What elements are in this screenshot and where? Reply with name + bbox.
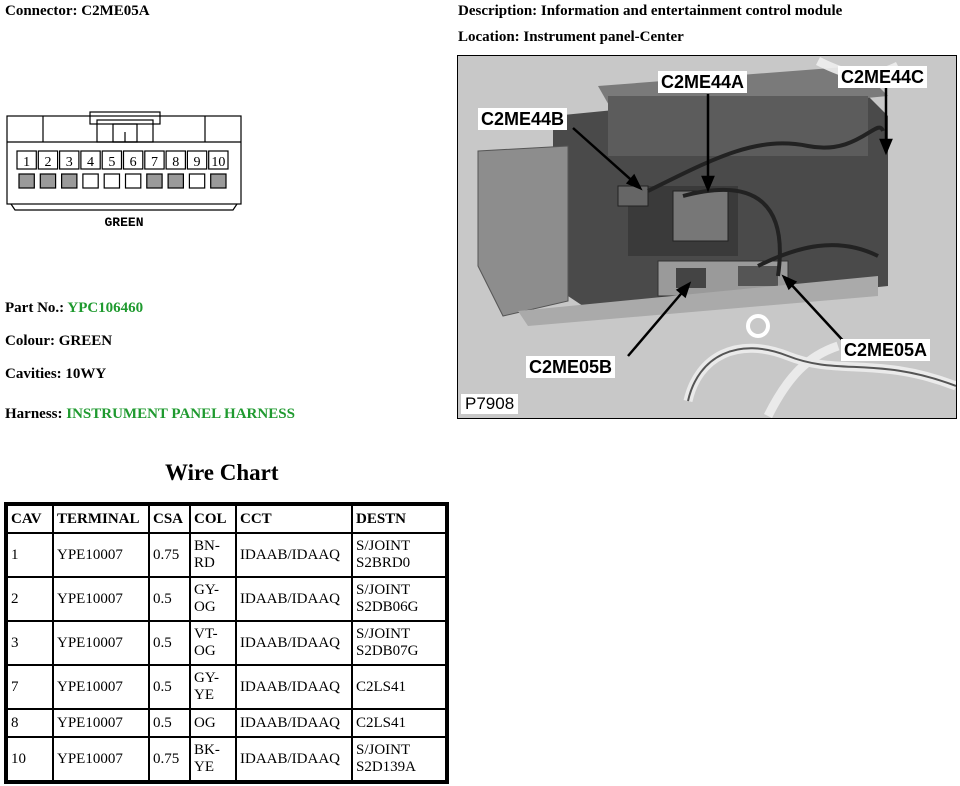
harness-value: INSTRUMENT PANEL HARNESS bbox=[66, 406, 295, 422]
description-line bbox=[458, 3, 842, 20]
connector-face-diagram bbox=[5, 110, 245, 235]
pin-number: 3 bbox=[65, 155, 73, 170]
pin-number: 6 bbox=[129, 155, 137, 170]
cell-terminal: YPE10007 bbox=[53, 737, 149, 781]
connector-line bbox=[5, 3, 150, 20]
cell-cav: 7 bbox=[7, 665, 53, 709]
cell-csa: 0.5 bbox=[149, 665, 190, 709]
destn-line-1: S/JOINT bbox=[356, 538, 411, 554]
callout-c2me05a: C2ME05A bbox=[841, 339, 930, 361]
cell-cav: 8 bbox=[7, 709, 53, 737]
description-value: Information and entertainment control module bbox=[540, 3, 843, 19]
cell-csa: 0.75 bbox=[149, 737, 190, 781]
cavity-empty bbox=[104, 174, 119, 188]
connector-label: Connector: bbox=[5, 3, 78, 19]
cell-col bbox=[190, 665, 236, 709]
cell-cct: IDAAB/IDAAQ bbox=[236, 533, 352, 577]
cell-cct: IDAAB/IDAAQ bbox=[236, 621, 352, 665]
cell-terminal: YPE10007 bbox=[53, 621, 149, 665]
pin-number: 10 bbox=[211, 155, 226, 170]
table-row bbox=[7, 533, 446, 577]
cell-destn: C2LS41 bbox=[352, 709, 446, 737]
table-row bbox=[7, 665, 446, 709]
cavity-empty bbox=[126, 174, 141, 188]
cell-csa: 0.5 bbox=[149, 577, 190, 621]
callout-c2me44b: C2ME44B bbox=[478, 108, 567, 130]
location-photo bbox=[457, 55, 957, 419]
cell-cav: 1 bbox=[7, 533, 53, 577]
destn-line-1: S/JOINT bbox=[356, 582, 411, 598]
table-row bbox=[7, 577, 446, 621]
cell-cct: IDAAB/IDAAQ bbox=[236, 737, 352, 781]
pin-number: 7 bbox=[150, 155, 158, 170]
cavity-empty bbox=[189, 174, 204, 188]
pin-number: 5 bbox=[108, 155, 116, 170]
header-col: COL bbox=[190, 505, 236, 533]
harness-label: Harness: bbox=[5, 406, 63, 422]
cell-cct: IDAAB/IDAAQ bbox=[236, 709, 352, 737]
description-label: Description: bbox=[458, 3, 538, 19]
destn-line-1: S/JOINT bbox=[356, 626, 411, 642]
diagram-color-label: GREEN bbox=[104, 215, 144, 230]
cavity-populated bbox=[147, 174, 162, 188]
cell-col bbox=[190, 621, 236, 665]
cell-csa: 0.75 bbox=[149, 533, 190, 577]
cell-terminal: YPE10007 bbox=[53, 577, 149, 621]
cell-csa: 0.5 bbox=[149, 621, 190, 665]
col-line-1: BK- bbox=[194, 742, 220, 758]
header-cav: CAV bbox=[7, 505, 53, 533]
cavities-label: Cavities: bbox=[5, 366, 62, 382]
callout-c2me05b: C2ME05B bbox=[526, 356, 615, 378]
col-line-2: RD bbox=[194, 555, 215, 571]
col-line-2: OG bbox=[194, 643, 216, 659]
cavity-populated bbox=[19, 174, 34, 188]
destn-line-2: S2BRD0 bbox=[356, 555, 411, 571]
connector-value: C2ME05A bbox=[81, 3, 150, 19]
cell-cav: 3 bbox=[7, 621, 53, 665]
table-row bbox=[7, 621, 446, 665]
header-terminal: TERMINAL bbox=[53, 505, 149, 533]
col-line-2: YE bbox=[194, 687, 214, 703]
cell-cav: 10 bbox=[7, 737, 53, 781]
colour-label: Colour: bbox=[5, 333, 55, 349]
destn-line-1: S/JOINT bbox=[356, 742, 411, 758]
cell-col bbox=[190, 737, 236, 781]
callout-c2me44c: C2ME44C bbox=[838, 66, 927, 88]
destn-line-2: S2DB06G bbox=[356, 599, 419, 615]
part-no-value: YPC106460 bbox=[67, 300, 144, 316]
col-line-1: BN- bbox=[194, 538, 220, 554]
location-line bbox=[458, 29, 684, 46]
photo-number: P7908 bbox=[461, 394, 518, 414]
cell-cct: IDAAB/IDAAQ bbox=[236, 665, 352, 709]
cavities-value: 10WY bbox=[65, 366, 107, 382]
colour-value: GREEN bbox=[58, 333, 113, 349]
cell-destn bbox=[352, 577, 446, 621]
cell-csa: 0.5 bbox=[149, 709, 190, 737]
col-line-2: YE bbox=[194, 759, 214, 775]
harness-line bbox=[5, 406, 295, 423]
cell-terminal: YPE10007 bbox=[53, 533, 149, 577]
col-line-2: OG bbox=[194, 599, 216, 615]
pin-number: 9 bbox=[193, 155, 201, 170]
table-row bbox=[7, 737, 446, 781]
cell-col: OG bbox=[190, 709, 236, 737]
destn-line-2: S2DB07G bbox=[356, 643, 419, 659]
cavity-empty bbox=[83, 174, 98, 188]
location-value: Instrument panel-Center bbox=[523, 29, 684, 45]
destn-line-2: S2D139A bbox=[356, 759, 417, 775]
wire-chart-table bbox=[4, 502, 449, 784]
cell-cct: IDAAB/IDAAQ bbox=[236, 577, 352, 621]
location-label: Location: bbox=[458, 29, 520, 45]
col-line-1: GY- bbox=[194, 670, 219, 686]
header-row bbox=[7, 505, 446, 533]
header-csa: CSA bbox=[149, 505, 190, 533]
pin-number: 2 bbox=[44, 155, 52, 170]
header-destn: DESTN bbox=[352, 505, 446, 533]
pin-number: 8 bbox=[172, 155, 180, 170]
part-no-label: Part No.: bbox=[5, 300, 65, 316]
wire-chart-title: Wire Chart bbox=[165, 460, 279, 485]
pin-number: 1 bbox=[23, 155, 31, 170]
pin-boxes bbox=[17, 151, 228, 188]
cavity-populated bbox=[168, 174, 183, 188]
cell-col bbox=[190, 533, 236, 577]
col-line-1: GY- bbox=[194, 582, 219, 598]
table-row bbox=[7, 709, 446, 737]
cell-col bbox=[190, 577, 236, 621]
cavity-populated bbox=[40, 174, 55, 188]
colour-line bbox=[5, 333, 112, 350]
cell-destn bbox=[352, 621, 446, 665]
cavity-populated bbox=[62, 174, 77, 188]
cavity-populated bbox=[211, 174, 226, 188]
callout-c2me44a: C2ME44A bbox=[658, 71, 747, 93]
cavities-line bbox=[5, 366, 106, 383]
part-no-line bbox=[5, 300, 143, 317]
pin-number: 4 bbox=[87, 155, 95, 170]
col-line-1: VT- bbox=[194, 626, 218, 642]
cell-terminal: YPE10007 bbox=[53, 665, 149, 709]
cell-cav: 2 bbox=[7, 577, 53, 621]
cell-destn bbox=[352, 737, 446, 781]
cell-terminal: YPE10007 bbox=[53, 709, 149, 737]
cell-destn bbox=[352, 533, 446, 577]
header-cct: CCT bbox=[236, 505, 352, 533]
cell-destn: C2LS41 bbox=[352, 665, 446, 709]
